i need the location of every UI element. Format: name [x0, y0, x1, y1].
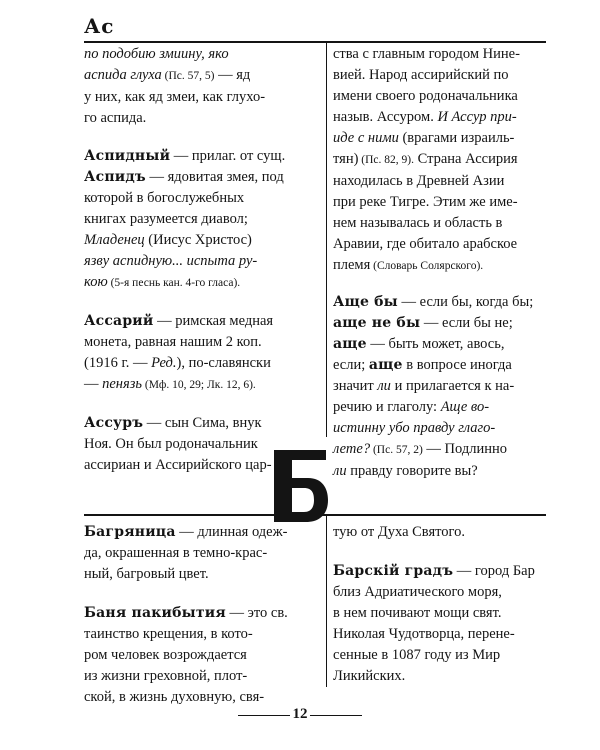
entry-barskiy-grad: Барскій градъ — город Бар близ Адриатического моря, в нем почивают мощи свят. Николая Чудотворца, перене- сенные в 1087 году из Мир Ликийских.: [333, 563, 535, 684]
section-rule: [84, 514, 546, 516]
headword: Баня пакибытия: [84, 605, 226, 621]
headword: аще не бы: [333, 315, 421, 331]
entry-bagryanitsa: Багряница — длинная одеж- да, окрашенная в темно-крас- ный, багровый цвет.: [84, 524, 288, 582]
entry-assur-continued: ства с главным городом Нине- вией. Народ ассирийский по имени своего родоначальника назыв. Ассуром. И Ассур при- иде с ними (врагами израиль- тян) (Пс. 82, 9). Страна Ассирия находилась в Древней Азии при реке Тигре. Этим же име- нем называлась и область в Аравии, где обитало арабское племя (Словарь Солярского).: [333, 46, 520, 273]
headword: Аспидъ: [84, 169, 146, 185]
footer-rule-right: [310, 715, 362, 716]
headword: Аспидный: [84, 148, 171, 164]
headword: Барскій градъ: [333, 563, 454, 579]
entry-assariy: Ассарий — римская медная монета, равная нашим 2 коп. (1916 г. — Ред.), по-славянски — пенязь (Мф. 10, 29; Лк. 12, 6).: [84, 313, 274, 392]
header-rule: [84, 41, 546, 43]
running-head: Ас: [84, 14, 115, 38]
headword: Аще бы: [333, 294, 398, 310]
bottom-left-column: [84, 522, 318, 708]
column-divider-top: [326, 42, 327, 437]
top-right-column: [333, 44, 546, 482]
entry-aspidny: Аспидный — прилаг. от сущ. Аспидъ — ядовитая змея, под которой в богослужебных книгах разумеется диавол; Младенец (Иисус Христос) язву аспидную... испыта ру- кою (5-я песнь кан. 4-го гласа).: [84, 148, 286, 290]
bottom-right-column: [333, 522, 546, 687]
section-letter-glyph: [270, 448, 330, 524]
column-divider-bottom: [326, 515, 327, 687]
entry-banya-continued: тую от Духа Святого.: [333, 524, 465, 540]
entry-ashche: Аще бы — если бы, когда бы; аще не бы — если бы не; аще — быть может, авось, если; аще в вопросе иногда значит ли и прилагается к на- речию и глаголу: Аще во- истинну убо правду глаго- лете? (Пс. 57, 2) — Подлинно ли правду говорите вы?: [333, 294, 534, 479]
entry-banya-pakibytiya: Баня пакибытия — это св. таинство крещения, в кото- ром человек возрождается из жизни греховной, плот- ской, в жизнь духовную, свя-: [84, 605, 288, 705]
headword: аще: [333, 336, 367, 352]
headword: Багряница: [84, 524, 176, 540]
headword: аще: [368, 357, 403, 373]
headword: Ассуръ: [84, 415, 144, 431]
top-left-column: [84, 44, 318, 476]
entry-assur: Ассуръ — сын Сима, внук Ноя. Он был родоначальник ассириан и Ассирийского цар-: [84, 415, 272, 473]
page-number: 12: [292, 706, 308, 722]
entry-continuation: по подобию змиину, яко аспида глуха (Пс. 57, 5) — яд у них, как яд змеи, как глухо- го аспида.: [84, 46, 266, 126]
headword: Ассарий: [84, 313, 154, 329]
section-letter: [270, 448, 330, 524]
